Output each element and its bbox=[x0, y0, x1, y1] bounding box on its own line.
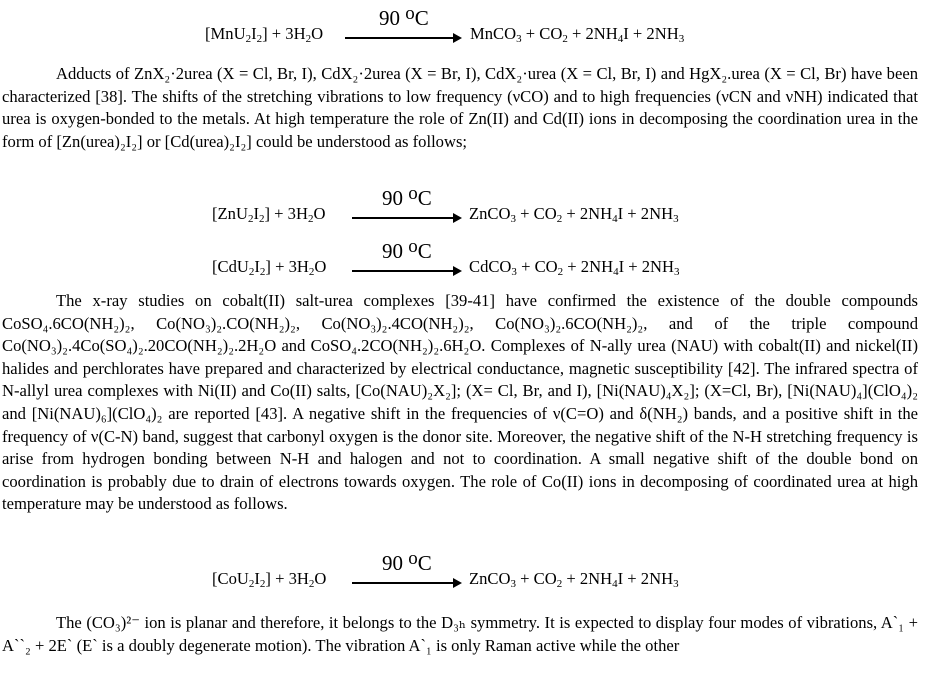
reaction-arrow bbox=[352, 582, 460, 584]
equation-rhs: ZnCO$_3$ + $CO_2 + 2NH_4I + 2NH_3$ bbox=[469, 204, 679, 226]
reaction-condition: 90 $^o$C bbox=[379, 3, 429, 31]
equation-co bbox=[212, 545, 732, 591]
equation-rhs: ZnCO$_3$ + $CO_2 + 2NH_4I + 2NH_3$ bbox=[469, 569, 679, 591]
equation-lhs: $[CoU_2I_2] + 3H_2O$ bbox=[212, 569, 327, 591]
equation-mn bbox=[205, 0, 725, 46]
reaction-arrow bbox=[345, 37, 460, 39]
reaction-arrow bbox=[352, 270, 460, 272]
equation-cd bbox=[212, 233, 732, 279]
equation-lhs: $[CdU_2I_2] + 3H_2O$ bbox=[212, 257, 327, 279]
equation-zn bbox=[212, 180, 732, 226]
reaction-arrow bbox=[352, 217, 460, 219]
paragraph-carbonate: The (CO₃)²⁻ ion is planar and therefore, it belongs to the D₃ₕ symmetry. It is expected to display four modes of vibrations, A`₁ + A``₂ + 2E` (E` is a doubly degenerate motion). The vibration A`₁ is only Raman active while the other bbox=[2, 613, 918, 655]
reaction-condition: 90 $^o$C bbox=[382, 183, 432, 211]
paragraph-adducts: Adducts of ZnX₂·2urea (X = Cl, Br, I), CdX₂·2urea (X = Br, I), CdX₂·urea (X = Cl, Br, I) and HgX₂.urea (X = Cl, Br) have been characterized [38]. The shifts of the stretching vibrations to low frequency (νCO) and to high frequencies (νCN and νNH) indicated that urea is oxygen-bonded to the metals. At high temperature the role of Zn(II) and Cd(II) ions in decomposing the coordination urea in the form of [Zn(urea)₂I₂] or [Cd(urea)₂I₂] could be understood as follows; bbox=[2, 64, 918, 151]
equation-lhs: $[MnU_2I_2] + 3H_2O$ bbox=[205, 24, 324, 46]
reaction-condition: 90 $^o$C bbox=[382, 236, 432, 264]
paragraph-cobalt: The x-ray studies on cobalt(II) salt-urea complexes [39-41] have confirmed the existence of the double compounds CoSO₄.6CO(NH₂)₂, Co(NO₃)₂.CO(NH₂)₂, Co(NO₃)₂.4CO(NH₂)₂, Co(NO₃)₂.6CO(NH₂)₂, and of the triple compound Co(NO₃)₂.4Co(SO₄)₂.20CO(NH₂)₂.2H₂O and CoSO₄.2CO(NH₂)₂.6H₂O. Complexes of N-ally urea (NAU) with cobalt(II) and nickel(II) halides and perchlorates have prepared and characterized by electrical conductance, magnetic susceptibility [42]. The infrared spectra of N-allyl urea complexes with Ni(II) and Co(II) salts, [Co(NAU)₂X₂]; (X= Cl, Br, and I), [Ni(NAU)₄X₂]; (X=Cl, Br), [Ni(NAU)₄](ClO₄)₂ and [Ni(NAU)₆](ClO₄)₂ are reported [43]. A negative shift in the frequencies of ν(C=O) and δ(NH₂) bands, and a positive shift in the frequency of ν(C-N) band, suggest that carbonyl oxygen is the donor site. Moreover, the negative shift of the N-H stretching frequency is arise from hydrogen bonding between N-H and halogen and not to coordination. A small negative shift of the double bond on coordination is probably due to drain of electrons towards oxygen. The role of Co(II) ions in decomposing of coordinated urea at high temperature may be understood as follows. bbox=[2, 291, 918, 514]
equation-lhs: $[ZnU_2I_2] + 3H_2O$ bbox=[212, 204, 326, 226]
reaction-condition: 90 $^o$C bbox=[382, 548, 432, 576]
equation-rhs: MnCO$_3$ + $CO_2 + 2NH_4I + 2NH_3$ bbox=[470, 24, 685, 46]
equation-rhs: CdCO$_3$ + $CO_2 + 2NH_4I + 2NH_3$ bbox=[469, 257, 680, 279]
